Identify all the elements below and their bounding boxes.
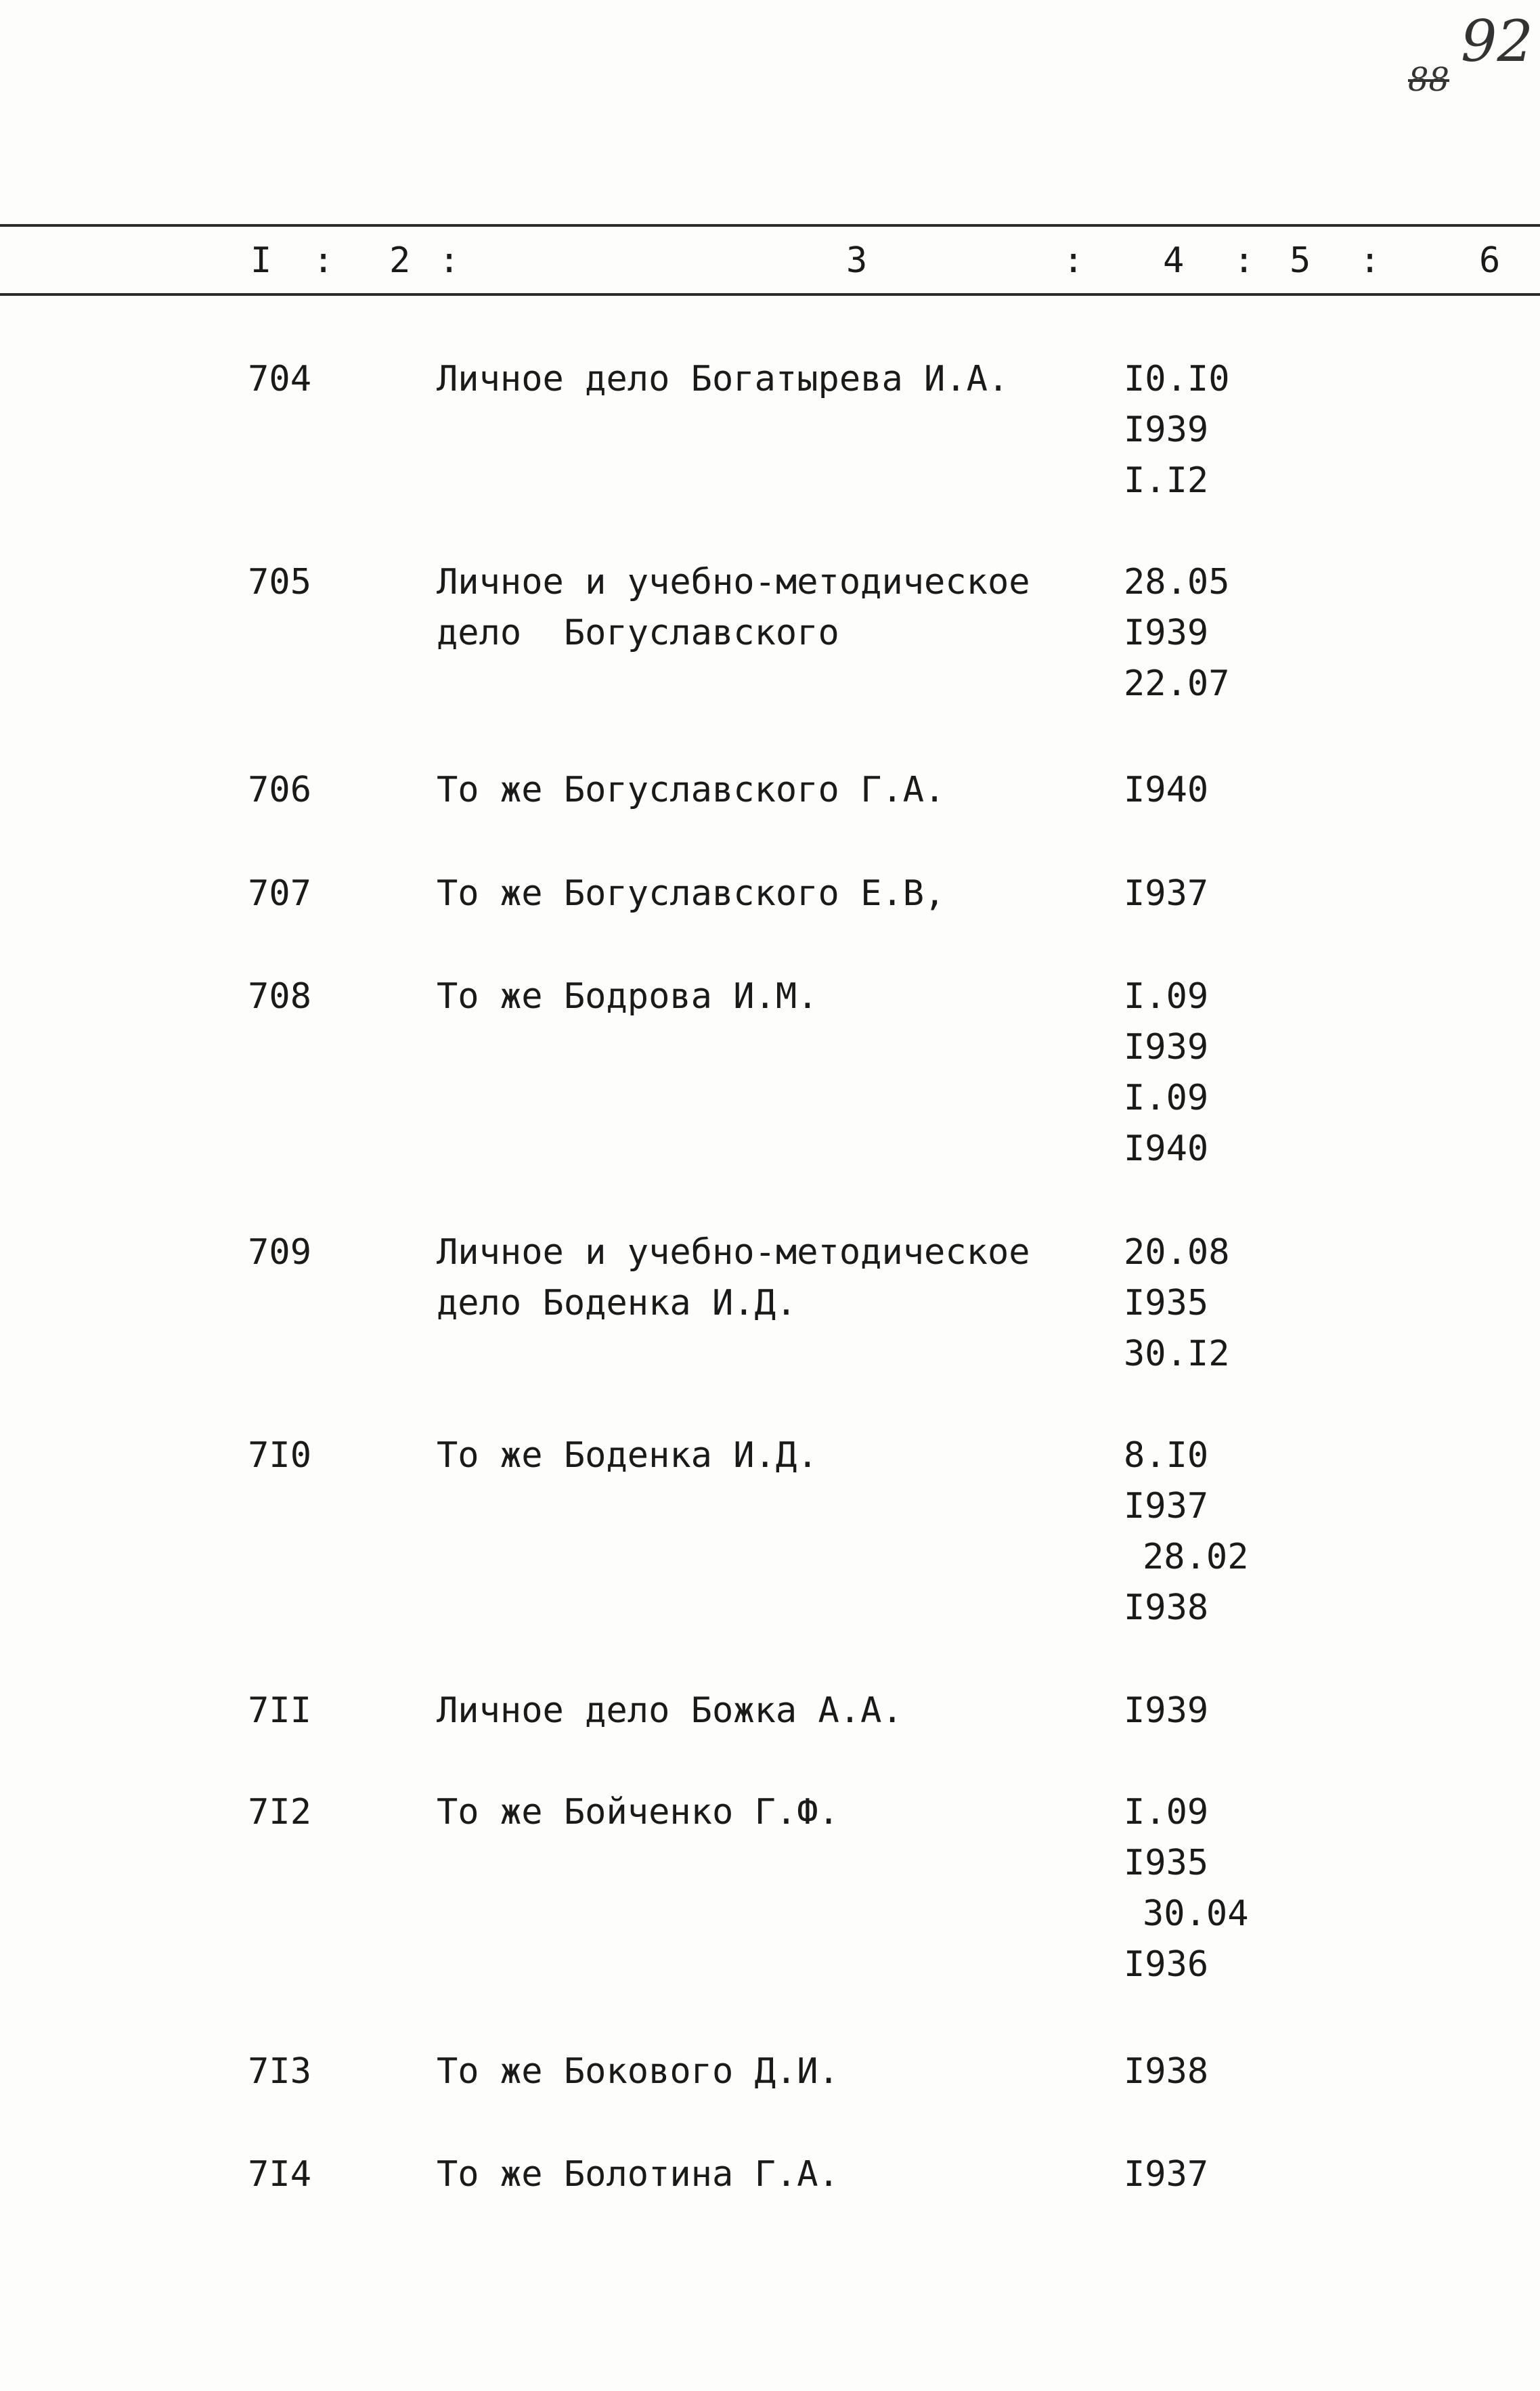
date-line: I0.I0 — [1124, 359, 1230, 399]
item-title: То же Бодрова И.М. — [437, 976, 818, 1017]
item-dates — [1124, 2149, 1300, 2200]
date-line: 20.08 — [1124, 1232, 1230, 1273]
item-title: То же Бокового Д.И. — [437, 2051, 839, 2092]
item-title: Личное и учебно-методическое дело Богуславского — [437, 562, 1030, 653]
column-separator: : — [1359, 240, 1381, 281]
date-line: I937 — [1124, 2154, 1209, 2195]
old-page-number: 88 — [1408, 61, 1450, 99]
item-number: 7I4 — [248, 2154, 311, 2195]
date-line: I937 — [1124, 1486, 1209, 1527]
column-header-3: 3 — [846, 240, 868, 281]
date-line: I937 — [1124, 873, 1209, 914]
date-line: I.09 — [1124, 1078, 1209, 1118]
item-dates — [1124, 1787, 1300, 1990]
item-dates — [1124, 2046, 1300, 2097]
column-header-5: 5 — [1290, 240, 1311, 281]
date-line: I935 — [1124, 1843, 1209, 1883]
date-line: I935 — [1124, 1283, 1209, 1323]
item-title: Личное дело Божка А.А. — [437, 1690, 903, 1731]
date-line: I939 — [1124, 410, 1209, 450]
column-separator: : — [1063, 240, 1084, 281]
header-bottom-rule — [0, 293, 1540, 296]
item-number: 704 — [248, 359, 311, 399]
column-header-4: 4 — [1163, 240, 1185, 281]
date-line: I938 — [1124, 2051, 1209, 2092]
date-line: I940 — [1124, 1128, 1209, 1169]
item-number: 7I2 — [248, 1792, 311, 1833]
item-title: Личное и учебно-методическое дело Боденка И.Д. — [437, 1232, 1030, 1323]
date-line: I940 — [1124, 770, 1209, 810]
item-number: 705 — [248, 562, 311, 602]
item-title: То же Бойченко Г.Ф. — [437, 1792, 839, 1833]
date-line: 30.04 — [1143, 1893, 1249, 1934]
date-line: I.09 — [1124, 976, 1209, 1017]
item-title: Личное дело Богатырева И.А. — [437, 359, 1009, 399]
column-header-1: I — [250, 240, 272, 281]
item-dates — [1124, 1430, 1300, 1633]
new-page-number: 92 — [1461, 8, 1533, 74]
item-title: То же Богуславского Е.В, — [437, 873, 946, 914]
item-number: 7I3 — [248, 2051, 311, 2092]
column-separator: : — [1233, 240, 1255, 281]
date-line: I939 — [1124, 1690, 1209, 1731]
date-line: 28.02 — [1143, 1537, 1249, 1577]
date-line: I936 — [1124, 1944, 1209, 1985]
page-number — [1408, 8, 1533, 110]
item-title: То же Богуславского Г.А. — [437, 770, 946, 810]
item-dates — [1124, 869, 1300, 919]
date-line: 8.I0 — [1124, 1435, 1209, 1476]
item-number: 708 — [248, 976, 311, 1017]
item-number: 7I0 — [248, 1435, 311, 1476]
item-number: 707 — [248, 873, 311, 914]
date-line: 28.05 — [1124, 562, 1230, 602]
item-dates — [1124, 971, 1300, 1175]
item-dates — [1124, 557, 1300, 709]
column-separator: : — [439, 240, 460, 281]
date-line: I.09 — [1124, 1792, 1209, 1833]
item-number: 7II — [248, 1690, 311, 1731]
date-line: I939 — [1124, 1027, 1209, 1068]
item-dates — [1124, 765, 1300, 816]
item-title: То же Боденка И.Д. — [437, 1435, 818, 1476]
date-line: I939 — [1124, 613, 1209, 653]
header-top-rule — [0, 224, 1540, 227]
date-line: I.I2 — [1124, 460, 1209, 501]
item-number: 706 — [248, 770, 311, 810]
date-line: 30.I2 — [1124, 1334, 1230, 1374]
column-separator: : — [313, 240, 334, 281]
column-header-6: 6 — [1479, 240, 1501, 281]
item-title: То же Болотина Г.А. — [437, 2154, 839, 2195]
item-dates — [1124, 1227, 1300, 1380]
item-dates — [1124, 1686, 1300, 1736]
date-line: I938 — [1124, 1587, 1209, 1628]
item-dates — [1124, 354, 1300, 506]
date-line: 22.07 — [1124, 663, 1230, 704]
item-number: 709 — [248, 1232, 311, 1273]
column-header-2: 2 — [389, 240, 411, 281]
